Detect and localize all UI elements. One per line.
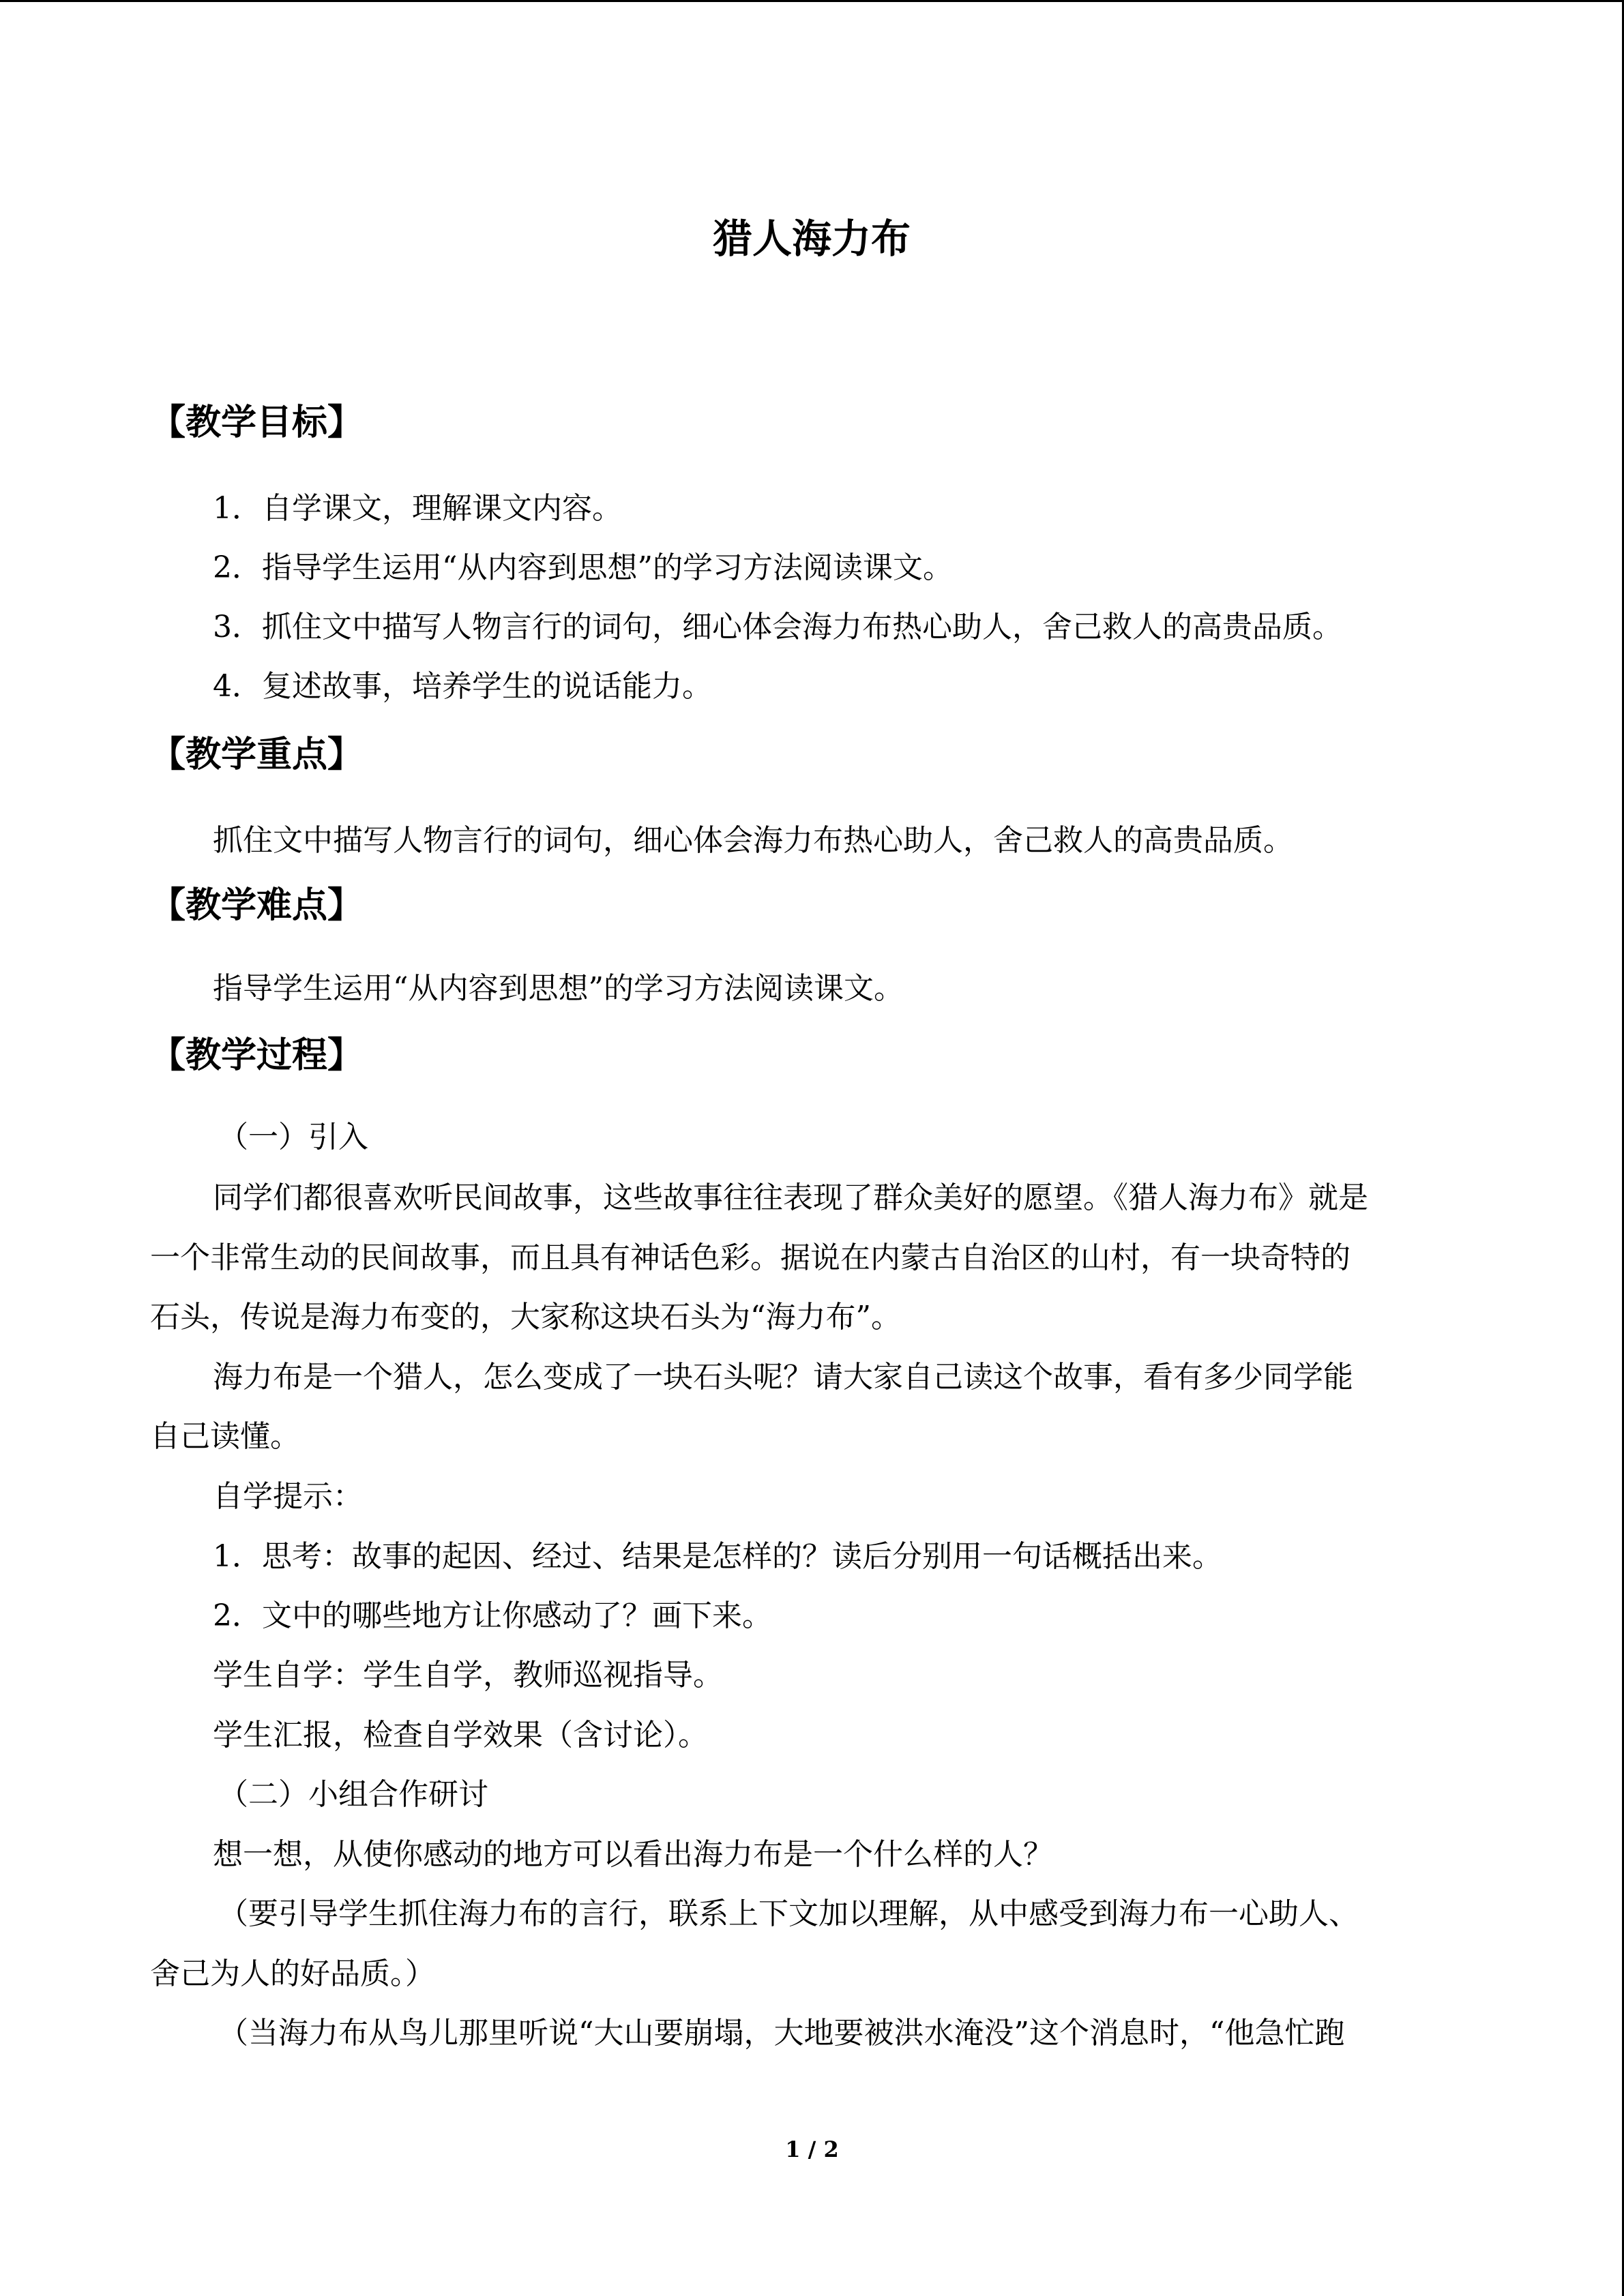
process-line: 自学提示：: [213, 1479, 363, 1514]
heading-process: 【教学过程】: [150, 1034, 364, 1076]
process-line: （一）引入: [218, 1120, 368, 1154]
key-points-text: 抓住文中描写人物言行的词句，细心体会海力布热心助人，舍己救人的高贵品质。: [213, 823, 1293, 858]
process-line: 1．思考：故事的起因、经过、结果是怎样的？读后分别用一句话概括出来。: [213, 1539, 1222, 1574]
heading-key-points: 【教学重点】: [150, 734, 364, 775]
objective-item: 3．抓住文中描写人物言行的词句，细心体会海力布热心助人，舍己救人的高贵品质。: [213, 610, 1342, 644]
document-title: 猎人海力布: [712, 215, 911, 262]
process-line: （二）小组合作研讨: [218, 1777, 488, 1812]
heading-objectives: 【教学目标】: [150, 402, 364, 443]
page-top-border: [0, 0, 1624, 2]
objective-item: 2．指导学生运用“从内容到思想”的学习方法阅读课文。: [213, 550, 953, 585]
process-line: 2．文中的哪些地方让你感动了？画下来。: [213, 1598, 772, 1633]
process-line: 一个非常生动的民间故事，而且具有神话色彩。据说在内蒙古自治区的山村，有一块奇特的: [150, 1240, 1350, 1275]
process-line: 想一想，从使你感动的地方可以看出海力布是一个什么样的人？: [213, 1837, 1053, 1872]
difficulties-text: 指导学生运用“从内容到思想”的学习方法阅读课文。: [213, 971, 904, 1006]
process-line: 海力布是一个猎人，怎么变成了一块石头呢？请大家自己读这个故事，看有多少同学能: [213, 1360, 1353, 1395]
process-line: 石头，传说是海力布变的，大家称这块石头为“海力布”。: [150, 1300, 901, 1335]
page-number: 1 / 2: [785, 2136, 839, 2162]
process-line: （当海力布从鸟儿那里听说“大山要崩塌，大地要被洪水淹没”这个消息时，“他急忙跑: [218, 2016, 1345, 2051]
process-line: 自己读懂。: [150, 1419, 300, 1454]
process-line: 舍己为人的好品质。）: [150, 1956, 435, 1991]
heading-difficulties: 【教学难点】: [150, 884, 364, 926]
objective-item: 4．复述故事，培养学生的说话能力。: [213, 669, 712, 704]
process-line: 同学们都很喜欢听民间故事，这些故事往往表现了群众美好的愿望。《猎人海力布》就是: [213, 1180, 1368, 1215]
process-line: 学生汇报，检查自学效果（含讨论）。: [213, 1718, 708, 1753]
process-line: 学生自学：学生自学，教师巡视指导。: [213, 1658, 723, 1693]
process-line: （要引导学生抓住海力布的言行，联系上下文加以理解，从中感受到海力布一心助人、: [218, 1896, 1359, 1931]
objective-item: 1．自学课文，理解课文内容。: [213, 491, 622, 526]
